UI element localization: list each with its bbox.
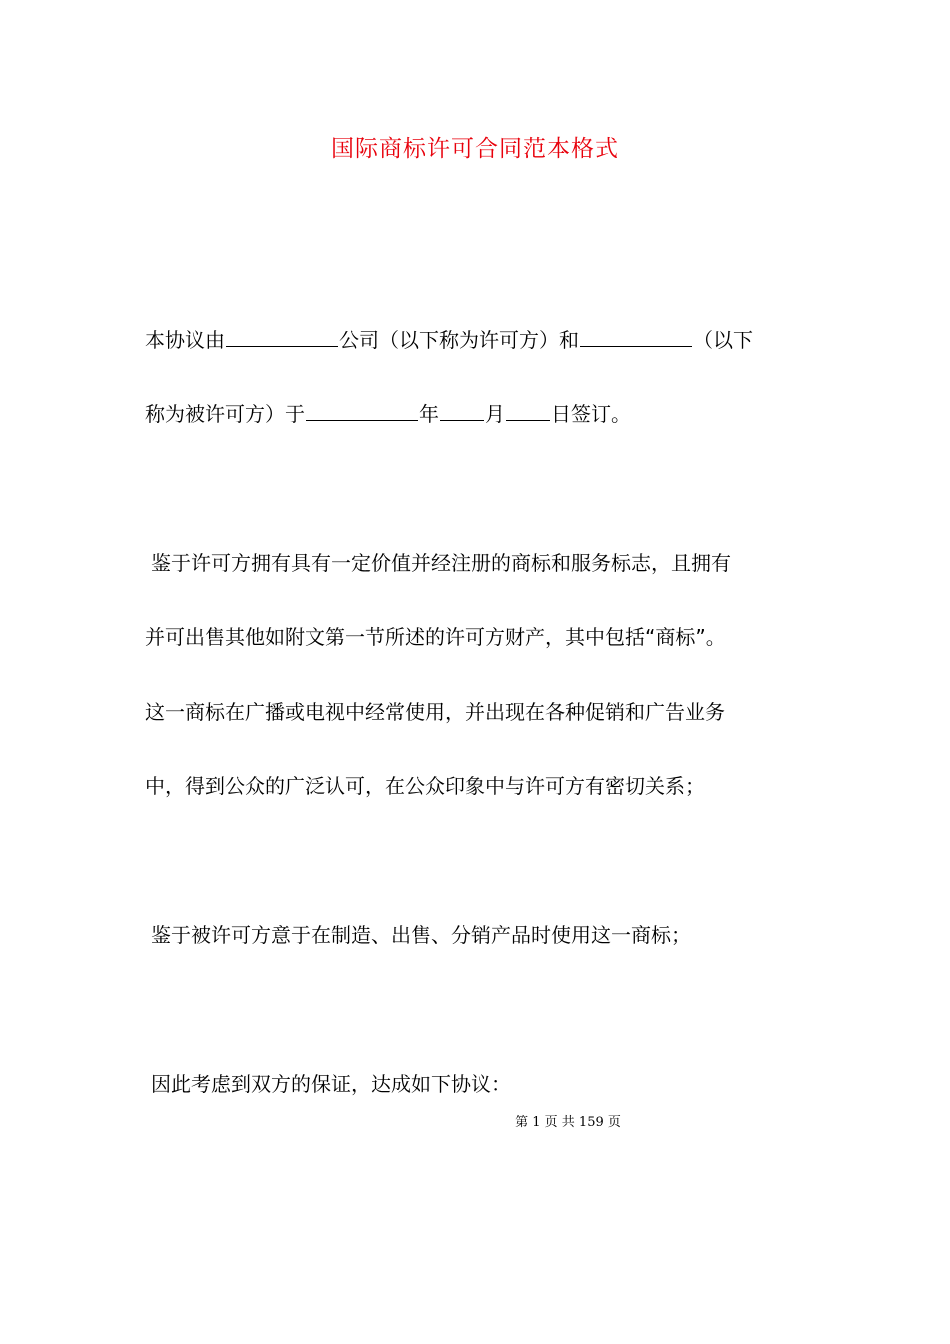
paragraph-2-line-1: 鉴于许可方拥有具有一定价值并经注册的商标和服务标志，且拥有 [151,551,731,575]
month-blank[interactable] [440,400,484,421]
paragraph-1-line-2 [145,399,631,429]
paragraph-4: 因此考虑到双方的保证，达成如下协议： [151,1072,511,1096]
document-title: 国际商标许可合同范本格式 [331,136,619,162]
paragraph-1-line-1 [145,325,753,355]
page-number-footer: 第 1 页 共 159 页 [515,1115,621,1130]
paragraph-2-line-2: 并可出售其他如附文第一节所述的许可方财产，其中包括“商标”。 [145,625,726,649]
text-segment: 本协议由 [145,328,225,352]
day-blank[interactable] [506,400,550,421]
text-segment: 日签订。 [551,402,631,426]
paragraph-3: 鉴于被许可方意于在制造、出售、分销产品时使用这一商标； [151,923,691,947]
year-blank[interactable] [306,400,418,421]
text-segment: 月 [485,402,505,426]
paragraph-2-line-3: 这一商标在广播或电视中经常使用，并出现在各种促销和广告业务 [145,700,725,724]
text-segment: （以下 [693,328,753,352]
licensor-name-blank[interactable] [226,326,338,347]
text-segment: 年 [419,402,439,426]
text-segment: 公司（以下称为许可方）和 [339,328,579,352]
text-segment: 称为被许可方）于 [145,402,305,426]
licensee-name-blank[interactable] [580,326,692,347]
paragraph-2-line-4: 中，得到公众的广泛认可，在公众印象中与许可方有密切关系； [145,774,705,798]
